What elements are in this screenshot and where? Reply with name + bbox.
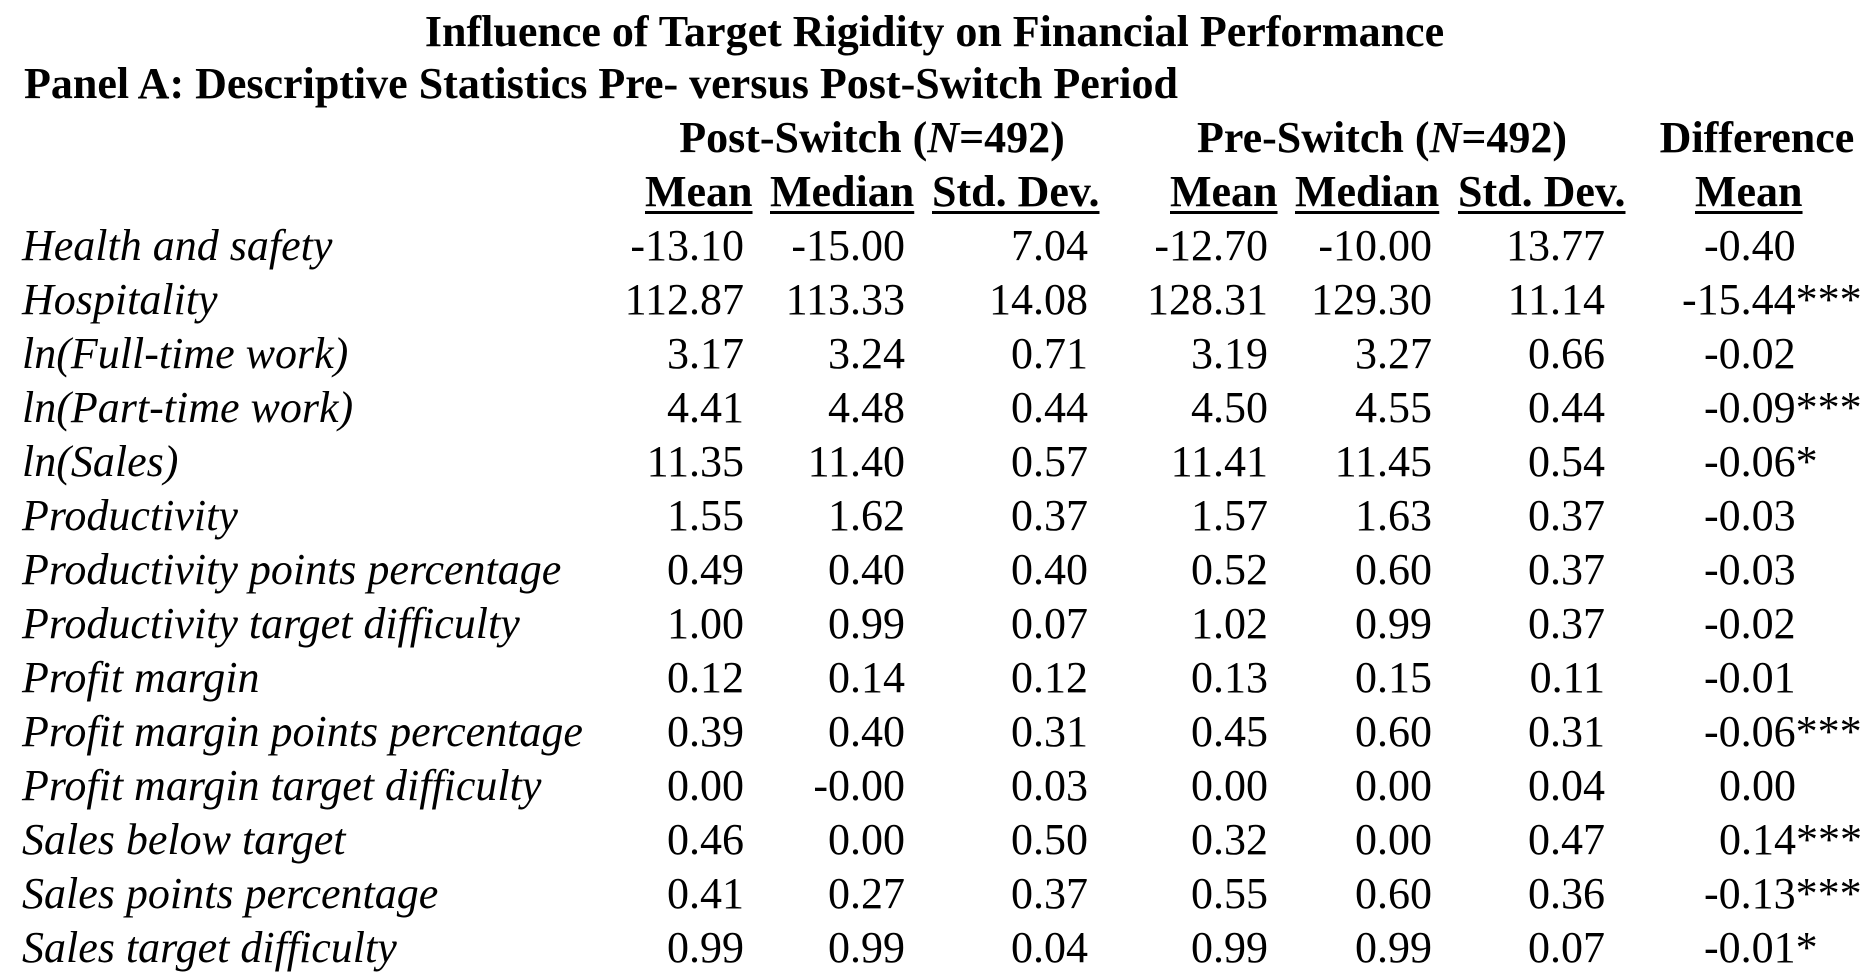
cell-post-median: 0.40 <box>828 545 905 594</box>
row-label: Sales below target <box>22 815 346 864</box>
cell-post-median: 0.14 <box>828 653 905 702</box>
cell-difference-mean: -0.06* <box>1704 437 1818 486</box>
column-header-pre-mean: Mean <box>1170 167 1278 216</box>
row-label: ln(Sales) <box>22 437 179 486</box>
group-header-pre-n: N <box>1429 113 1462 162</box>
cell-pre-std-dev: 0.31 <box>1528 707 1605 756</box>
cell-pre-std-dev: 0.44 <box>1528 383 1605 432</box>
cell-post-mean: -13.10 <box>630 221 744 270</box>
cell-post-mean: 112.87 <box>624 275 744 324</box>
cell-pre-std-dev: 0.47 <box>1528 815 1605 864</box>
cell-difference-mean: -0.01 <box>1704 653 1796 702</box>
cell-post-std-dev: 14.08 <box>989 275 1088 324</box>
table-row <box>0 705 1869 759</box>
cell-pre-std-dev: 0.07 <box>1528 923 1605 972</box>
cell-difference-mean: -0.03 <box>1704 491 1796 540</box>
cell-pre-mean: 1.57 <box>1191 491 1268 540</box>
cell-pre-mean: 0.00 <box>1191 761 1268 810</box>
cell-pre-std-dev: 0.37 <box>1528 545 1605 594</box>
cell-pre-median: 0.60 <box>1355 545 1432 594</box>
cell-post-std-dev: 0.31 <box>1011 707 1088 756</box>
group-header-pre-suffix: =492) <box>1461 113 1568 162</box>
column-header-post-median: Median <box>770 167 915 216</box>
cell-pre-std-dev: 0.54 <box>1528 437 1605 486</box>
cell-post-mean: 1.55 <box>667 491 744 540</box>
cell-pre-mean: 0.99 <box>1191 923 1268 972</box>
row-label: Productivity target difficulty <box>22 599 520 648</box>
cell-post-std-dev: 0.37 <box>1011 869 1088 918</box>
cell-difference-mean: -0.02 <box>1704 599 1796 648</box>
table-row <box>0 543 1869 597</box>
cell-post-mean: 0.41 <box>667 869 744 918</box>
cell-post-mean: 0.12 <box>667 653 744 702</box>
row-label: Profit margin target difficulty <box>22 761 542 810</box>
cell-post-median: -0.00 <box>813 761 905 810</box>
cell-difference-mean: -0.06*** <box>1704 707 1862 756</box>
table-title: Influence of Target Rigidity on Financial Performance <box>424 7 1445 56</box>
row-label: Productivity <box>22 491 238 540</box>
cell-pre-median: 129.30 <box>1311 275 1432 324</box>
cell-pre-std-dev: 0.37 <box>1528 491 1605 540</box>
group-header-post-prefix: Post-Switch ( <box>679 113 928 162</box>
cell-post-mean: 0.99 <box>667 923 744 972</box>
cell-post-median: 0.27 <box>828 869 905 918</box>
table-row <box>0 651 1869 705</box>
table-row <box>0 435 1869 489</box>
table-row <box>0 867 1869 921</box>
cell-pre-mean: 0.52 <box>1191 545 1268 594</box>
cell-post-std-dev: 0.07 <box>1011 599 1088 648</box>
cell-post-mean: 0.39 <box>667 707 744 756</box>
cell-post-median: 0.40 <box>828 707 905 756</box>
table-row <box>0 813 1869 867</box>
group-header-difference: Difference <box>1659 113 1855 162</box>
row-label: Productivity points percentage <box>22 545 562 594</box>
cell-pre-mean: -12.70 <box>1154 221 1268 270</box>
table-row <box>0 327 1869 381</box>
cell-post-median: 0.99 <box>828 599 905 648</box>
cell-post-median: 11.40 <box>807 437 905 486</box>
cell-post-median: 0.00 <box>828 815 905 864</box>
cell-pre-std-dev: 0.04 <box>1528 761 1605 810</box>
row-label: ln(Part-time work) <box>22 383 354 432</box>
cell-pre-mean: 3.19 <box>1191 329 1268 378</box>
row-label: Sales points percentage <box>22 869 439 918</box>
cell-post-median: 3.24 <box>828 329 905 378</box>
cell-pre-median: 0.60 <box>1355 869 1432 918</box>
row-label: Profit margin points percentage <box>22 707 583 756</box>
cell-pre-median: 0.99 <box>1355 599 1432 648</box>
cell-pre-median: 0.60 <box>1355 707 1432 756</box>
cell-difference-mean: -0.40 <box>1704 221 1796 270</box>
cell-post-median: 0.99 <box>828 923 905 972</box>
cell-post-std-dev: 0.12 <box>1011 653 1088 702</box>
group-header-pre-prefix: Pre-Switch ( <box>1196 113 1430 162</box>
cell-pre-median: 0.00 <box>1355 761 1432 810</box>
column-header-pre-std-dev: Std. Dev. <box>1458 167 1626 216</box>
column-header-post-std-dev: Std. Dev. <box>932 167 1100 216</box>
table-row <box>0 219 1869 273</box>
row-label: ln(Full-time work) <box>22 329 349 378</box>
cell-difference-mean: -0.03 <box>1704 545 1796 594</box>
cell-post-std-dev: 0.50 <box>1011 815 1088 864</box>
cell-post-mean: 3.17 <box>667 329 744 378</box>
group-header-post-suffix: =492) <box>959 113 1065 162</box>
cell-pre-median: 1.63 <box>1355 491 1432 540</box>
cell-pre-median: -10.00 <box>1318 221 1432 270</box>
cell-difference-mean: -0.01* <box>1704 923 1818 972</box>
cell-post-std-dev: 0.37 <box>1011 491 1088 540</box>
cell-post-mean: 11.35 <box>646 437 744 486</box>
cell-post-std-dev: 0.44 <box>1011 383 1088 432</box>
cell-pre-mean: 0.13 <box>1191 653 1268 702</box>
cell-post-mean: 4.41 <box>667 383 744 432</box>
cell-post-median: 113.33 <box>785 275 905 324</box>
statistics-table-body <box>0 219 1869 975</box>
cell-post-median: 1.62 <box>828 491 905 540</box>
row-label: Health and safety <box>22 221 333 270</box>
cell-difference-mean: -0.02 <box>1704 329 1796 378</box>
cell-pre-mean: 0.55 <box>1191 869 1268 918</box>
cell-difference-mean: 0.00 <box>1719 761 1796 810</box>
column-header-post-mean: Mean <box>645 167 753 216</box>
table-row <box>0 489 1869 543</box>
table-row <box>0 759 1869 813</box>
row-label: Sales target difficulty <box>22 923 397 972</box>
cell-pre-std-dev: 0.37 <box>1528 599 1605 648</box>
cell-pre-median: 4.55 <box>1355 383 1432 432</box>
cell-post-std-dev: 0.71 <box>1011 329 1088 378</box>
group-header-pre-switch <box>1182 112 1582 164</box>
panel-title: Panel A: Descriptive Statistics Pre- versus Post-Switch Period <box>24 59 1178 108</box>
cell-pre-mean: 4.50 <box>1191 383 1268 432</box>
cell-pre-std-dev: 0.11 <box>1529 653 1605 702</box>
cell-post-std-dev: 7.04 <box>1011 221 1088 270</box>
cell-post-std-dev: 0.04 <box>1011 923 1088 972</box>
cell-difference-mean: -15.44*** <box>1682 275 1862 324</box>
cell-post-median: -15.00 <box>791 221 905 270</box>
column-header-difference-mean: Mean <box>1695 167 1803 216</box>
cell-pre-median: 3.27 <box>1355 329 1432 378</box>
row-label: Profit margin <box>22 653 260 702</box>
cell-difference-mean: 0.14*** <box>1719 815 1862 864</box>
table-row <box>0 273 1869 327</box>
cell-pre-std-dev: 11.14 <box>1507 275 1605 324</box>
table-row <box>0 597 1869 651</box>
table-row <box>0 381 1869 435</box>
cell-post-std-dev: 0.03 <box>1011 761 1088 810</box>
cell-post-std-dev: 0.40 <box>1011 545 1088 594</box>
cell-pre-mean: 0.32 <box>1191 815 1268 864</box>
table-row <box>0 921 1869 975</box>
cell-pre-mean: 0.45 <box>1191 707 1268 756</box>
cell-post-mean: 0.46 <box>667 815 744 864</box>
cell-pre-median: 11.45 <box>1334 437 1432 486</box>
cell-pre-mean: 1.02 <box>1191 599 1268 648</box>
group-header-post-n: N <box>927 113 960 162</box>
cell-pre-median: 0.99 <box>1355 923 1432 972</box>
column-header-pre-median: Median <box>1295 167 1440 216</box>
cell-pre-std-dev: 0.66 <box>1528 329 1605 378</box>
group-header-post-switch <box>662 112 1082 164</box>
cell-pre-std-dev: 13.77 <box>1506 221 1605 270</box>
cell-pre-median: 0.15 <box>1355 653 1432 702</box>
cell-difference-mean: -0.09*** <box>1704 383 1862 432</box>
cell-post-mean: 0.49 <box>667 545 744 594</box>
cell-pre-mean: 11.41 <box>1170 437 1268 486</box>
cell-post-mean: 0.00 <box>667 761 744 810</box>
row-label: Hospitality <box>22 275 218 324</box>
cell-post-mean: 1.00 <box>667 599 744 648</box>
cell-difference-mean: -0.13*** <box>1704 869 1862 918</box>
cell-pre-median: 0.00 <box>1355 815 1432 864</box>
cell-post-std-dev: 0.57 <box>1011 437 1088 486</box>
cell-pre-mean: 128.31 <box>1147 275 1268 324</box>
cell-pre-std-dev: 0.36 <box>1528 869 1605 918</box>
cell-post-median: 4.48 <box>828 383 905 432</box>
